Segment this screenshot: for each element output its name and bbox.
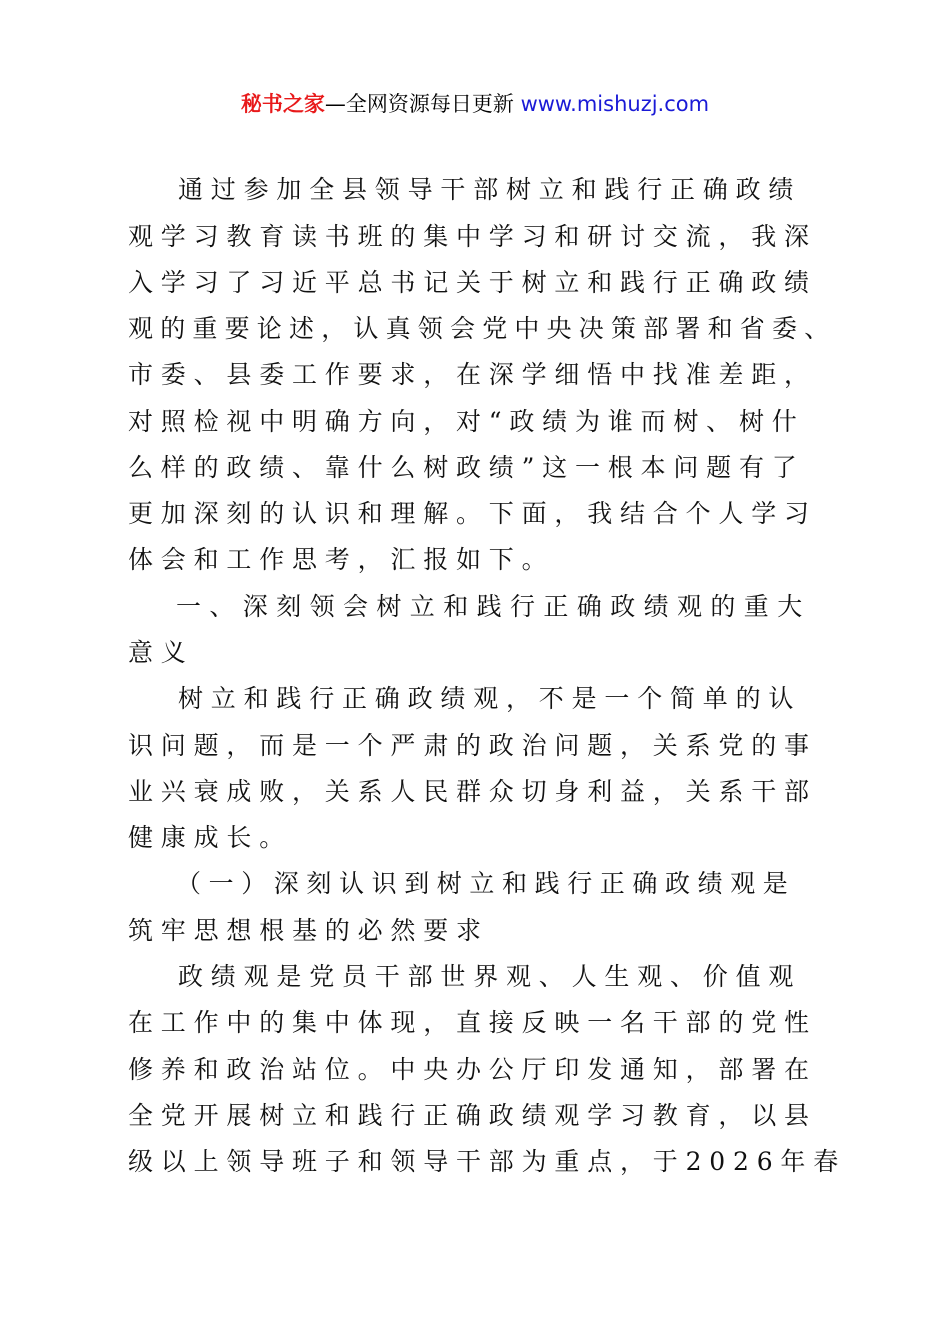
body-line: 市委、县委工作要求，在深学细悟中找准差距， [128,360,817,389]
subsection-heading: 筑牢思想根基的必然要求 [128,916,489,945]
body-line: 健康成长。 [128,823,293,852]
body-line: 树立和践行正确政绩观，不是一个简单的认 [178,684,802,713]
body-line: 么样的政绩、靠什么树政绩”这一根本问题有了 [128,453,805,482]
body-line: 业兴衰成败，关系人民群众切身利益，关系干部 [128,777,817,806]
subsection-heading: （一）深刻认识到树立和践行正确政绩观是 [176,869,796,898]
body-line: 观学习教育读书班的集中学习和研讨交流，我深 [128,222,817,251]
body-line: 政绩观是党员干部世界观、人生观、价值观 [178,962,802,991]
body-line: 入学习了习近平总书记关于树立和践行正确政绩 [128,268,817,297]
body-line: 观的重要论述，认真领会党中央决策部署和省委、 [128,314,837,343]
body-line: 识问题，而是一个严肃的政治问题，关系党的事 [128,731,817,760]
header-slogan: —全网资源每日更新 [324,92,514,116]
body-line: 在工作中的集中体现，直接反映一名干部的党性 [128,1008,817,1037]
section-heading: 一、深刻领会树立和践行正确政绩观的重大 [176,592,811,621]
body-line: 体会和工作思考，汇报如下。 [128,545,555,574]
body-line: 级以上领导班子和领导干部为重点，于2026年春 [128,1147,847,1176]
body-line: 通过参加全县领导干部树立和践行正确政绩 [178,175,802,204]
site-header [0,88,950,120]
site-url-link[interactable]: www.mishuzj.com [520,92,710,116]
section-heading: 意义 [128,638,194,667]
body-line: 对照检视中明确方向，对“政绩为谁而树、树什 [128,407,805,436]
body-line: 修养和政治站位。中央办公厅印发通知，部署在 [128,1055,817,1084]
body-line: 更加深刻的认识和理解。下面，我结合个人学习 [128,499,817,528]
body-line: 全党开展树立和践行正确政绩观学习教育，以县 [128,1101,817,1130]
brand-name: 秘书之家 [240,92,325,116]
